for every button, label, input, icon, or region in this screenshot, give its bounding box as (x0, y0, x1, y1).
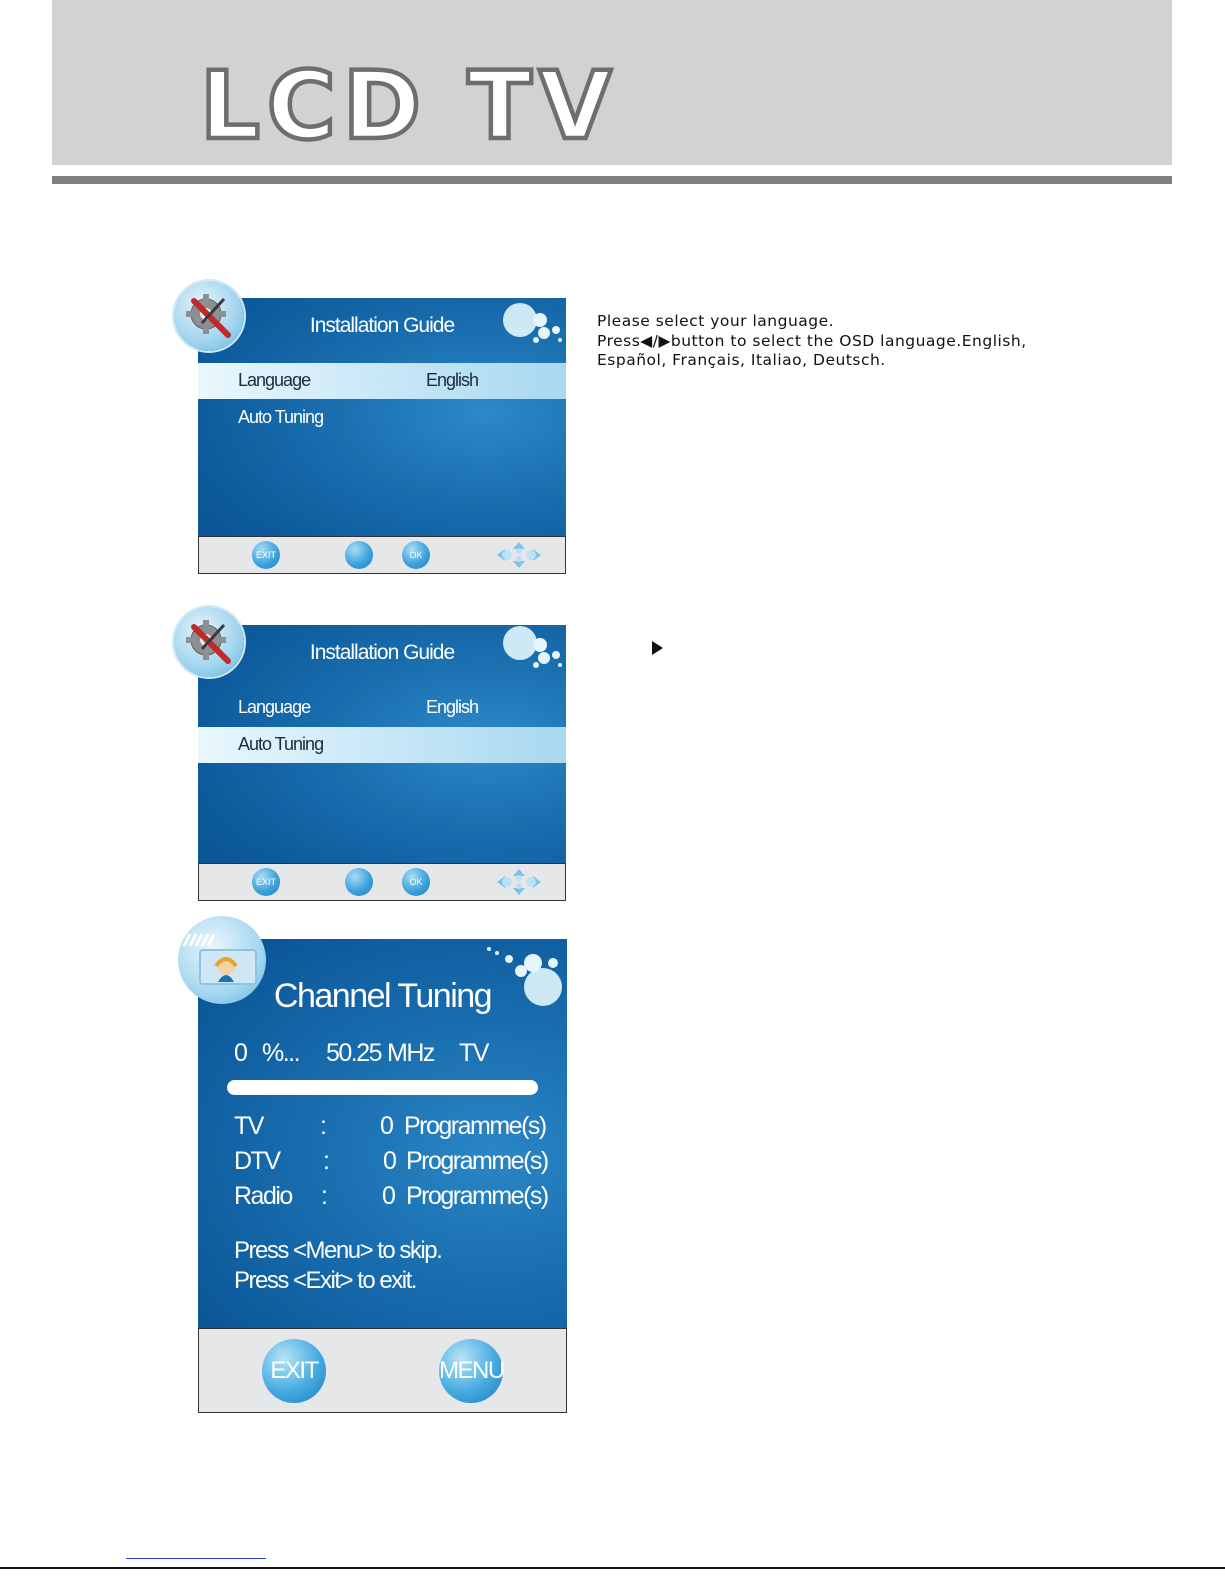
menu-row-language[interactable] (198, 690, 566, 726)
instruction-line-1: Please select your language. (597, 312, 835, 330)
row-label: Language (238, 370, 311, 390)
press-word: Press (597, 331, 641, 350)
result-unit: Programme(s) (406, 1182, 548, 1210)
result-unit: Programme(s) (404, 1112, 546, 1140)
frequency-unit: MHz (387, 1039, 434, 1067)
footer-link-underline (126, 1558, 266, 1559)
menu-row-auto-tuning[interactable] (198, 400, 566, 436)
row-label: Language (238, 697, 311, 717)
instruction-line-3: Español, Français, Italiao, Deutsch. (597, 351, 886, 369)
select-button[interactable] (345, 541, 373, 569)
result-count-tv: 0 (380, 1112, 393, 1140)
instruction-line-2-rest: button to select the OSD language.English, (670, 331, 1027, 350)
menu-row-language[interactable] (198, 363, 566, 399)
osd-title: Installation Guide (309, 314, 455, 337)
menu-button[interactable]: MENU (439, 1339, 503, 1403)
row-value: English (426, 370, 479, 390)
osd-title: Installation Guide (309, 641, 455, 664)
nav-arrows-icon (495, 540, 543, 570)
header-rule (52, 176, 1172, 184)
result-label-dtv: DTV (234, 1147, 280, 1175)
progress-percent: 0 (234, 1039, 247, 1067)
settings-tools-icon (174, 281, 244, 351)
row-value: English (426, 697, 479, 717)
osd-channel-tuning (198, 939, 567, 1413)
exit-button[interactable]: EXIT (262, 1339, 326, 1403)
select-button[interactable] (345, 868, 373, 896)
osd-title: Channel Tuning (273, 977, 492, 1015)
row-label: Auto Tuning (238, 734, 324, 754)
exit-button[interactable]: EXIT (252, 868, 280, 896)
play-arrow-icon (652, 641, 663, 655)
settings-tools-icon (174, 607, 244, 677)
instruction-line-2 (597, 332, 1027, 352)
result-label-tv: TV (234, 1112, 263, 1140)
ok-button[interactable]: OK (402, 868, 430, 896)
result-unit: Programme(s) (406, 1147, 548, 1175)
channel-tv-icon (178, 916, 266, 1004)
result-sep: : (321, 1182, 327, 1210)
hint-menu-skip: Press <Menu> to skip. (234, 1237, 442, 1264)
progress-bar (227, 1080, 538, 1095)
logo (200, 64, 680, 144)
left-right-arrows-icon: ◀/▶ (640, 331, 671, 350)
osd-footer (198, 1328, 567, 1413)
bubbles-icon (498, 625, 568, 675)
row-label: Auto Tuning (238, 407, 324, 427)
result-sep: : (323, 1147, 329, 1175)
menu-row-auto-tuning[interactable] (198, 727, 566, 763)
bubbles-icon (483, 945, 567, 1009)
result-label-radio: Radio (234, 1182, 292, 1210)
frequency-value: 50.25 (326, 1039, 382, 1067)
hint-exit: Press <Exit> to exit. (234, 1267, 416, 1294)
result-count-radio: 0 (382, 1182, 395, 1210)
exit-button[interactable]: EXIT (252, 541, 280, 569)
footer-rule (0, 1567, 1225, 1569)
result-sep: : (320, 1112, 326, 1140)
logo-text: LCD TV (200, 64, 619, 144)
bubbles-icon (498, 300, 568, 350)
osd-footer (198, 536, 566, 574)
result-count-dtv: 0 (383, 1147, 396, 1175)
instruction-text (597, 312, 1027, 371)
nav-arrows-icon (495, 867, 543, 897)
osd-footer (198, 863, 566, 901)
tuning-mode: TV (459, 1039, 488, 1067)
ok-button[interactable]: OK (402, 541, 430, 569)
progress-unit: %... (262, 1039, 300, 1067)
